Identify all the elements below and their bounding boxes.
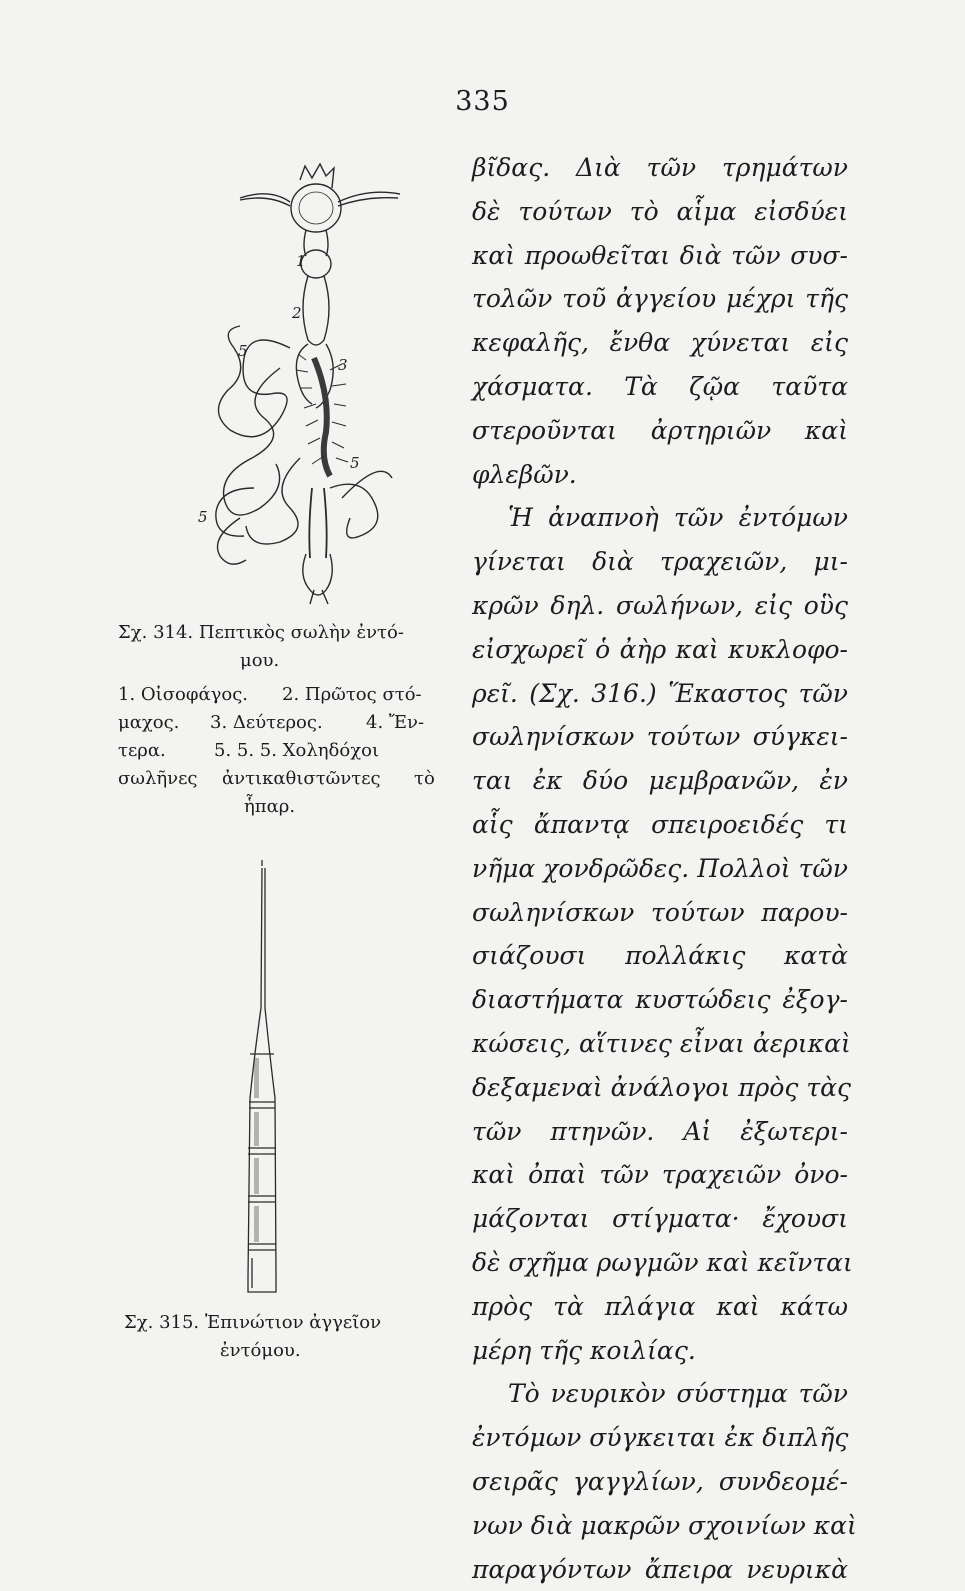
caption-line: μαχος. [118, 712, 179, 733]
dorsal-vessel-figure [238, 858, 288, 1298]
text-line: Τὸ νευρικὸν σύστημα τῶν [472, 1372, 848, 1416]
caption-line: 3. Δεύτερος. [210, 712, 323, 733]
caption-line: 2. Πρῶτος στό- [282, 684, 422, 705]
text-line: σειρᾶς γαγγλίων, συνδεομέ- [472, 1460, 848, 1504]
caption-line: σωλῆνες [118, 768, 198, 789]
text-line: κρῶν δηλ. σωλήνων, εἰς οὓς [472, 584, 848, 628]
text-line: ται ἐκ δύο μεμβρανῶν, ἐν [472, 759, 848, 803]
figure-315-caption [124, 1312, 444, 1368]
caption-line: ἀντικαθιστῶντες [222, 768, 381, 789]
text-line: μάζονται στίγματα· ἔχουσι [472, 1197, 848, 1241]
text-line: σιάζουσι πολλάκις κατὰ [472, 934, 848, 978]
caption-line: 1. Οἰσοφάγος. [118, 684, 248, 705]
text-line: εἰσχωρεῖ ὁ ἀὴρ καὶ κυκλοφο- [472, 628, 848, 672]
text-line: στεροῦνται ἀρτηριῶν καὶ [472, 409, 848, 453]
caption-line: ἧπαρ. [244, 796, 295, 817]
caption-line: Σχ. 315. Ἐπινώτιον ἀγγεῖον [124, 1312, 381, 1333]
caption-line: τὸ [414, 768, 435, 789]
label-1: 1 [296, 252, 306, 270]
text-line: παραγόντων ἄπειρα νευρικὰ [472, 1548, 848, 1591]
caption-line: Σχ. 314. Πεπτικὸς σωλὴν ἐντό- [118, 622, 404, 643]
text-line: ἐντόμων σύγκειται ἐκ διπλῆς [472, 1416, 848, 1460]
label-3: 3 [338, 356, 348, 374]
label-5c: 5 [198, 508, 208, 526]
text-line: τῶν πτηνῶν. Αἱ ἐξωτερι- [472, 1110, 848, 1154]
label-5a: 5 [238, 342, 248, 360]
text-line: σωληνίσκων τούτων παρου- [472, 891, 848, 935]
text-line: σωληνίσκων τούτων σύγκει- [472, 715, 848, 759]
text-line: φλεβῶν. [472, 453, 848, 497]
main-text-column [472, 146, 848, 1591]
text-line: ρεῖ. (Σχ. 316.) Ἕκαστος τῶν [472, 672, 848, 716]
text-line: τολῶν τοῦ ἀγγείου μέχρι τῆς [472, 277, 848, 321]
text-line: κώσεις, αἵτινες εἶναι ἀερικαὶ [472, 1022, 848, 1066]
label-2: 2 [291, 304, 302, 322]
caption-line: τερα. [118, 740, 166, 761]
caption-line: μου. [240, 650, 279, 671]
page-number: 335 [0, 86, 965, 117]
text-line: χάσματα. Τὰ ζῷα ταῦτα [472, 365, 848, 409]
text-line: βῖδας. Διὰ τῶν τρημάτων [472, 146, 848, 190]
caption-line: ἐντόμου. [220, 1340, 301, 1361]
label-5b: 5 [350, 454, 360, 472]
text-line: δὲ τούτων τὸ αἷμα εἰσδύει [472, 190, 848, 234]
text-line: καὶ ὀπαὶ τῶν τραχειῶν ὀνο- [472, 1153, 848, 1197]
digestive-tube-figure [180, 158, 420, 608]
text-line: κεφαλῆς, ἔνθα χύνεται εἰς [472, 321, 848, 365]
text-line: μέρη τῆς κοιλίας. [472, 1329, 848, 1373]
text-line: καὶ προωθεῖται διὰ τῶν συσ- [472, 234, 848, 278]
text-line: Ἡ ἀναπνοὴ τῶν ἐντόμων [472, 496, 848, 540]
text-line: διαστήματα κυστώδεις ἐξογ- [472, 978, 848, 1022]
text-line: νῆμα χονδρῶδες. Πολλοὶ τῶν [472, 847, 848, 891]
caption-line: 4. Ἔν- [366, 712, 424, 733]
text-line: νων διὰ μακρῶν σχοινίων καὶ [472, 1504, 848, 1548]
text-line: αἷς ἄπαντᾳ σπειροειδές τι [472, 803, 848, 847]
text-line: δεξαμεναὶ ἀνάλογοι πρὸς τὰς [472, 1066, 848, 1110]
text-line: δὲ σχῆμα ρωγμῶν καὶ κεῖνται [472, 1241, 848, 1285]
text-line: πρὸς τὰ πλάγια καὶ κάτω [472, 1285, 848, 1329]
text-line: γίνεται διὰ τραχειῶν, μι- [472, 540, 848, 584]
figure-314-caption [118, 622, 478, 824]
caption-line: 5. 5. 5. Χοληδόχοι [214, 740, 379, 761]
